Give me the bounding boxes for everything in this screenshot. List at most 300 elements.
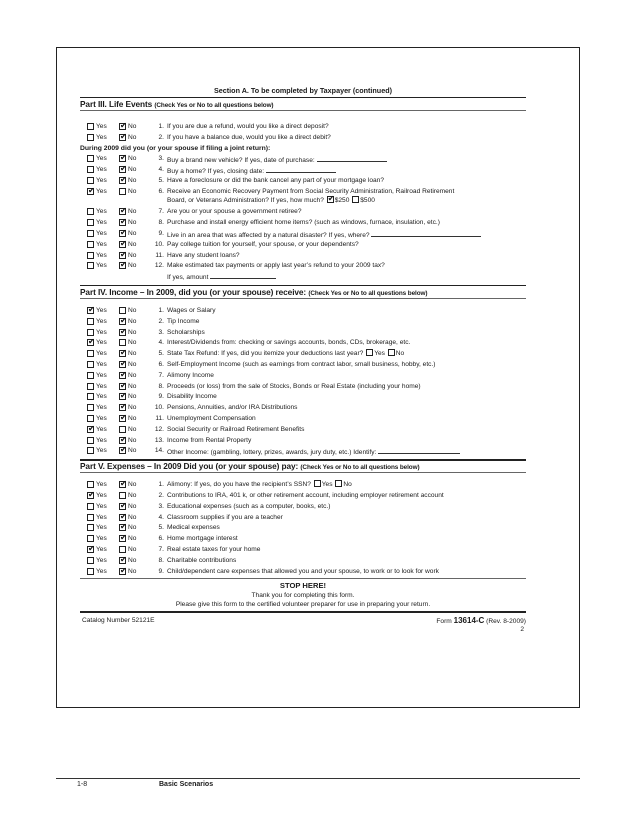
amount-500-checkbox[interactable] [352, 196, 359, 203]
yes-label: Yes [96, 567, 107, 575]
no-checkbox[interactable] [119, 383, 126, 390]
no-label: No [128, 436, 137, 444]
yes-label: Yes [96, 251, 107, 259]
no-checkbox[interactable] [119, 492, 126, 499]
question-text [167, 133, 526, 143]
instruction-text: Please give this form to the certified volunteer preparer for use in preparing your return. [175, 601, 431, 609]
question-number: 8. [158, 382, 164, 390]
question-text [167, 207, 526, 217]
yes-label: Yes [96, 535, 107, 543]
question-number: 5. [158, 177, 164, 184]
question-text [167, 502, 526, 512]
thank-you-text: Thank you for completing this form. [251, 592, 355, 600]
question-number: 9. [158, 230, 164, 237]
sub-no-label: No [395, 350, 405, 358]
answer-blank[interactable] [266, 165, 336, 173]
no-label: No [128, 425, 137, 433]
question-text [167, 360, 526, 370]
question-number: 9. [158, 567, 164, 575]
no-checkbox[interactable] [119, 123, 126, 130]
no-checkbox[interactable] [119, 361, 126, 368]
no-checkbox[interactable] [119, 177, 126, 184]
no-checkbox[interactable] [119, 404, 126, 411]
question-text [167, 251, 526, 261]
no-checkbox[interactable] [119, 503, 126, 510]
question-label: Live in an area that was affected by a natural disaster? If yes, where? [167, 232, 370, 239]
part-instruction: (Check Yes or No to all questions below) [300, 464, 420, 472]
yes-label: Yes [96, 447, 107, 455]
question-text [167, 371, 526, 381]
form-id: 13614-C [453, 616, 485, 626]
question-number: 5. [158, 350, 164, 358]
answer-blank[interactable] [317, 154, 387, 162]
question-row [80, 403, 526, 413]
no-checkbox[interactable] [119, 339, 126, 346]
yes-checkbox[interactable] [87, 404, 94, 411]
question-row [80, 165, 526, 175]
no-checkbox[interactable] [119, 535, 126, 542]
section-title: Section A. To be completed by Taxpayer (continued) [214, 86, 392, 95]
yes-checkbox[interactable] [87, 166, 94, 173]
no-checkbox[interactable] [119, 546, 126, 553]
sub-yes-label: Yes [321, 481, 333, 489]
question-row [80, 491, 526, 501]
no-checkbox[interactable] [119, 230, 126, 237]
amount-500-label: $500 [360, 196, 375, 204]
question-label: Interest/Dividends from: checking or savings accounts, bonds, CDs, brokerage, etc. [167, 339, 411, 347]
yes-checkbox[interactable] [87, 262, 94, 269]
yes-label: Yes [96, 361, 107, 368]
no-checkbox[interactable] [119, 393, 126, 400]
question-label: Are you or your spouse a government retiree? [167, 208, 302, 216]
yes-checkbox[interactable] [87, 514, 94, 521]
question-text [167, 556, 526, 566]
yes-label: Yes [96, 317, 107, 325]
question-text [167, 317, 526, 327]
question-text [167, 240, 526, 250]
yes-label: Yes [96, 382, 107, 390]
question-text [167, 534, 526, 544]
question-number: 1. [158, 481, 164, 489]
question-label: State Tax Refund: If yes, did you itemize your deductions last year? [167, 350, 364, 358]
no-label: No [128, 166, 137, 174]
question-row [80, 229, 526, 239]
question-number: 7. [158, 546, 164, 553]
no-checkbox[interactable] [119, 514, 126, 521]
question-row [80, 382, 526, 392]
yes-label: Yes [96, 177, 107, 184]
catalog-number: Catalog Number 52121E [82, 617, 155, 625]
question-text [167, 446, 526, 458]
yes-label: Yes [96, 492, 107, 499]
no-checkbox[interactable] [119, 524, 126, 531]
form-revision: (Rev. 8-2009) [486, 618, 526, 626]
question-text [167, 523, 526, 533]
question-number: 2. [158, 317, 164, 325]
question-6-continuation [167, 196, 375, 206]
question-row [80, 240, 526, 250]
no-label: No [128, 155, 137, 163]
question-label: Buy a brand new vehicle? If yes, date of purchase: [167, 157, 315, 165]
question-label: Self-Employment Income (such as earnings from contract labor, small business, hobby, etc.) [167, 361, 436, 368]
question-number: 4. [158, 513, 164, 521]
question-row [80, 436, 526, 446]
no-checkbox[interactable] [119, 329, 126, 336]
yes-label: Yes [96, 219, 107, 227]
question-label: Real estate taxes for your home [167, 546, 261, 553]
question-label: Pensions, Annuities, and/or IRA Distributions [167, 404, 298, 412]
sub-yes-checkbox[interactable] [314, 480, 321, 487]
no-checkbox[interactable] [119, 307, 126, 314]
question-label: Social Security or Railroad Retirement Benefits [167, 425, 305, 433]
no-label: No [128, 307, 137, 314]
sub-no-label: No [343, 481, 352, 489]
question-row [80, 534, 526, 544]
question-row [80, 446, 526, 456]
yes-checkbox[interactable] [87, 329, 94, 336]
no-checkbox[interactable] [119, 252, 126, 259]
yes-label: Yes [96, 262, 107, 270]
question-row [80, 567, 526, 577]
yes-checkbox[interactable] [87, 393, 94, 400]
no-checkbox[interactable] [119, 568, 126, 575]
question-number: 7. [158, 371, 164, 379]
no-checkbox[interactable] [119, 350, 126, 357]
yes-label: Yes [96, 513, 107, 521]
yes-label: Yes [96, 166, 107, 174]
question-text [167, 491, 526, 501]
question-text [167, 176, 526, 186]
question-text [167, 425, 526, 435]
yes-checkbox[interactable] [87, 219, 94, 226]
question-row [80, 176, 526, 186]
no-label: No [128, 415, 137, 422]
question-number: 3. [158, 155, 164, 163]
yes-checkbox[interactable] [87, 208, 94, 215]
yes-label: Yes [96, 339, 107, 347]
no-label: No [128, 262, 137, 270]
question-row [80, 207, 526, 217]
no-checkbox[interactable] [119, 241, 126, 248]
question-label: If you are due a refund, would you like a direct deposit? [167, 123, 329, 130]
part-heading: Part IV. Income – In 2009, did you (or your spouse) receive: [80, 287, 307, 297]
no-label: No [128, 567, 137, 575]
amount-blank[interactable] [210, 271, 276, 279]
sub-no-checkbox[interactable] [388, 349, 395, 356]
question-row [80, 154, 526, 164]
question-text [167, 436, 526, 446]
yes-checkbox[interactable] [87, 524, 94, 531]
yes-checkbox[interactable] [87, 481, 94, 488]
no-label: No [128, 328, 137, 336]
question-number: 8. [158, 219, 164, 227]
no-label: No [128, 404, 137, 412]
question-row [80, 251, 526, 261]
part-instruction: (Check Yes or No to all questions below) [308, 290, 428, 297]
part-underline [80, 472, 526, 473]
question-number: 8. [158, 556, 164, 564]
question-text [167, 382, 526, 392]
no-label: No [128, 492, 137, 499]
yes-checkbox[interactable] [87, 557, 94, 564]
yes-checkbox[interactable] [87, 252, 94, 259]
yes-checkbox[interactable] [87, 383, 94, 390]
question-number: 3. [158, 328, 164, 336]
footer-divider [56, 778, 580, 779]
question-row [80, 371, 526, 381]
q6-text: Board, or Veterans Administration? If yes, how much? [167, 196, 324, 204]
no-label: No [128, 177, 137, 184]
part-title [80, 99, 526, 109]
no-checkbox[interactable] [119, 188, 126, 195]
question-label: Other Income: (gambling, lottery, prizes, awards, jury duty, etc.) Identify: [167, 449, 377, 457]
form-page-number: 2 [520, 626, 524, 634]
no-label: No [128, 251, 137, 259]
no-label: No [128, 481, 137, 489]
question-label: Have any student loans? [167, 251, 240, 259]
tax-form [80, 86, 526, 672]
form-prefix: Form [436, 618, 452, 626]
question-row [80, 328, 526, 338]
part-title [80, 287, 526, 297]
yes-label: Yes [96, 328, 107, 336]
yes-checkbox[interactable] [87, 155, 94, 162]
question-text [167, 261, 526, 271]
yes-label: Yes [96, 187, 107, 195]
question-number: 10. [154, 240, 164, 248]
question-label: Contributions to IRA, 401 k, or other retirement account, including employer retirement account [167, 492, 444, 499]
yes-checkbox[interactable] [87, 568, 94, 575]
question-number: 4. [158, 166, 164, 174]
question-number: 7. [158, 208, 164, 216]
yes-checkbox[interactable] [87, 546, 94, 553]
yes-checkbox[interactable] [87, 535, 94, 542]
no-checkbox[interactable] [119, 134, 126, 141]
question-row [80, 261, 526, 271]
bottom-divider [80, 611, 526, 612]
yes-checkbox[interactable] [87, 361, 94, 368]
no-checkbox[interactable] [119, 426, 126, 433]
question-text [167, 480, 526, 490]
question-label: Income from Rental Property [167, 436, 252, 444]
no-checkbox[interactable] [119, 372, 126, 379]
part-underline [80, 298, 526, 299]
yes-label: Yes [96, 240, 107, 248]
no-label: No [128, 371, 137, 379]
no-checkbox[interactable] [119, 262, 126, 269]
answer-blank[interactable] [378, 446, 460, 454]
question-label: Have a foreclosure or did the bank cancel any part of your mortgage loan? [167, 177, 384, 184]
question-label: Proceeds (or loss) from the sale of Stocks, Bonds or Real Estate (including your home) [167, 382, 421, 390]
sub-no-checkbox[interactable] [335, 480, 342, 487]
part-title [80, 461, 526, 471]
yes-label: Yes [96, 123, 107, 130]
question-number: 6. [158, 361, 164, 368]
yes-checkbox[interactable] [87, 307, 94, 314]
no-label: No [128, 230, 137, 237]
question-label: Make estimated tax payments or apply last year’s refund to your 2009 tax? [167, 262, 385, 270]
yes-checkbox[interactable] [87, 241, 94, 248]
no-label: No [128, 502, 137, 510]
question-row [80, 425, 526, 435]
yes-checkbox[interactable] [87, 188, 94, 195]
no-label: No [128, 187, 137, 195]
question-number: 6. [158, 535, 164, 543]
no-label: No [128, 524, 137, 532]
question-label: Disability Income [167, 393, 217, 401]
question-number: 2. [158, 492, 164, 499]
yes-checkbox[interactable] [87, 230, 94, 237]
question-text [167, 306, 526, 316]
question-row [80, 523, 526, 533]
no-checkbox[interactable] [119, 481, 126, 488]
no-label: No [128, 556, 137, 564]
closing-divider [80, 578, 526, 579]
yes-checkbox[interactable] [87, 339, 94, 346]
yes-label: Yes [96, 436, 107, 444]
yes-label: Yes [96, 350, 107, 358]
question-text [167, 513, 526, 523]
question-label: Home mortgage interest [167, 535, 238, 543]
question-label: Buy a home? If yes, closing date: [167, 168, 265, 176]
yes-label: Yes [96, 155, 107, 163]
yes-label: Yes [96, 502, 107, 510]
question-number: 2. [158, 133, 164, 141]
question-text [167, 122, 526, 132]
question-row [80, 556, 526, 566]
yes-checkbox[interactable] [87, 372, 94, 379]
no-checkbox[interactable] [119, 447, 126, 454]
yes-checkbox[interactable] [87, 318, 94, 325]
no-label: No [128, 240, 137, 248]
yes-checkbox[interactable] [87, 134, 94, 141]
yes-checkbox[interactable] [87, 447, 94, 454]
question-text [167, 567, 526, 577]
question-row [80, 414, 526, 424]
no-label: No [128, 513, 137, 521]
footer-title: Basic Scenarios [159, 781, 214, 788]
no-checkbox[interactable] [119, 557, 126, 564]
no-checkbox[interactable] [119, 318, 126, 325]
question-row [80, 133, 526, 143]
question-number: 6. [158, 187, 164, 195]
question-number: 3. [158, 502, 164, 510]
yes-checkbox[interactable] [87, 415, 94, 422]
no-label: No [128, 339, 137, 347]
no-checkbox[interactable] [119, 219, 126, 226]
answer-blank[interactable] [371, 229, 481, 237]
question-text [167, 392, 526, 402]
yes-label: Yes [96, 404, 107, 412]
question-number: 11. [155, 415, 164, 422]
question-row [80, 545, 526, 555]
question-number: 9. [158, 393, 164, 401]
yes-checkbox[interactable] [87, 492, 94, 499]
no-checkbox[interactable] [119, 208, 126, 215]
yes-checkbox[interactable] [87, 503, 94, 510]
question-text [167, 349, 526, 359]
question-number: 1. [158, 123, 164, 130]
question-row [80, 480, 526, 490]
question-number: 13. [154, 436, 164, 444]
question-label: Receive an Economic Recovery Payment from Social Security Administration, Railroad Retirement [167, 187, 455, 195]
question-row [80, 338, 526, 348]
question-row [80, 317, 526, 327]
no-label: No [128, 361, 137, 368]
amount-250-label: $250 [334, 196, 350, 204]
yes-label: Yes [96, 415, 107, 422]
no-label: No [128, 382, 137, 390]
yes-checkbox[interactable] [87, 177, 94, 184]
part-underline [80, 110, 526, 111]
yes-label: Yes [96, 393, 107, 401]
no-label: No [128, 535, 137, 543]
yes-label: Yes [96, 208, 107, 216]
question-row [80, 122, 526, 132]
q12-text: If yes, amount [167, 274, 209, 282]
yes-checkbox[interactable] [87, 426, 94, 433]
question-row [80, 502, 526, 512]
question-row [80, 360, 526, 370]
no-label: No [128, 393, 137, 401]
sub-yes-label: Yes [374, 350, 385, 358]
yes-label: Yes [96, 425, 107, 433]
part-instruction: (Check Yes or No to all questions below) [154, 102, 274, 109]
question-text [167, 403, 526, 413]
yes-label: Yes [96, 524, 107, 532]
yes-checkbox[interactable] [87, 350, 94, 357]
yes-label: Yes [96, 371, 107, 379]
question-row [80, 392, 526, 402]
yes-checkbox[interactable] [87, 123, 94, 130]
question-text [167, 338, 526, 348]
question-label: Wages or Salary [167, 307, 216, 314]
question-number: 12. [154, 262, 164, 270]
question-row [80, 513, 526, 523]
no-label: No [128, 219, 137, 227]
yes-checkbox[interactable] [87, 437, 94, 444]
yes-label: Yes [96, 546, 107, 553]
question-text [167, 218, 526, 228]
no-label: No [128, 208, 137, 216]
question-label: Tip Income [167, 317, 200, 325]
no-label: No [128, 123, 137, 130]
question-label: Educational expenses (such as a computer, books, etc.) [167, 502, 331, 510]
question-text [167, 545, 526, 555]
question-row [80, 218, 526, 228]
amount-250-checkbox[interactable] [327, 196, 334, 203]
stop-here: STOP HERE! [279, 581, 327, 591]
no-checkbox[interactable] [119, 166, 126, 173]
part-heading: Part V. Expenses – In 2009 Did you (or your spouse) pay: [80, 461, 299, 472]
no-checkbox[interactable] [119, 437, 126, 444]
no-label: No [128, 447, 137, 455]
sub-yes-checkbox[interactable] [366, 349, 373, 356]
question-number: 14. [154, 447, 164, 455]
form-number [436, 616, 526, 625]
question-label: Alimony Income [167, 371, 214, 379]
no-checkbox[interactable] [119, 155, 126, 162]
question-number: 1. [158, 307, 164, 314]
no-label: No [128, 317, 137, 325]
question-number: 4. [158, 339, 164, 347]
subheading: During 2009 did you (or your spouse if filing a joint return): [80, 144, 271, 152]
question-number: 12. [154, 425, 164, 433]
no-label: No [128, 546, 137, 553]
question-label: Alimony: If yes, do you have the recipient’s SSN? [167, 481, 311, 489]
no-checkbox[interactable] [119, 415, 126, 422]
no-label: No [128, 350, 137, 358]
